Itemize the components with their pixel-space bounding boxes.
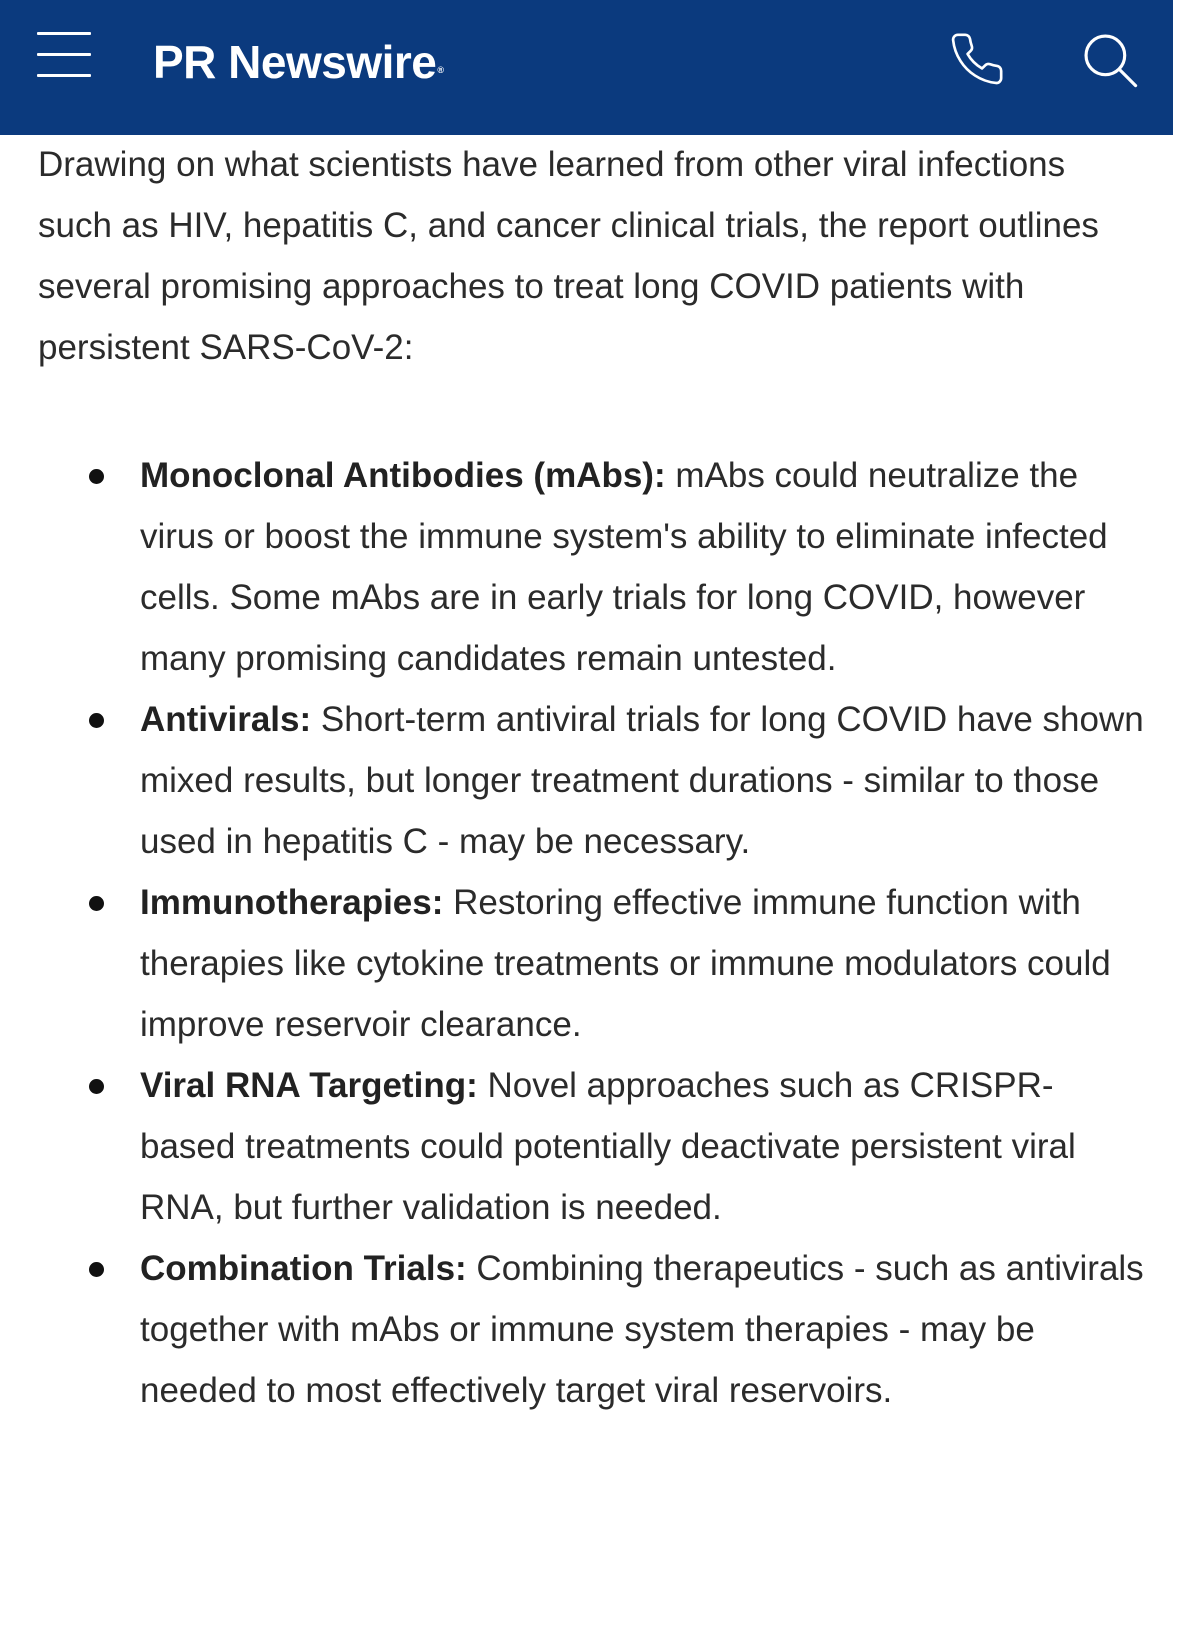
list-item-text: Restoring effective immune function with therapies like cytokine treatments or immune modulators could improve reservoir clearance. [140,883,1111,1044]
logo-text: PR Newswire [153,36,437,88]
bullet-icon [89,469,104,484]
list-item [38,689,1148,872]
list-item-term: Viral RNA Targeting: [140,1066,478,1105]
hamburger-menu-icon[interactable] [37,32,91,78]
list-item [38,872,1148,1055]
list-item-text: mAbs could neutralize the virus or boost the immune system's ability to eliminate infected cells. Some mAbs are in early trials for long COVID, however many promising candidates remain untested. [140,456,1108,678]
logo-registered-mark: ® [437,65,444,75]
bullet-icon [89,713,104,728]
list-item-text: Short-term antiviral trials for long COVID have shown mixed results, but longer treatment durations - similar to those used in hepatitis C - may be necessary. [140,700,1144,861]
list-item-term: Combination Trials: [140,1249,467,1288]
list-item [38,1055,1148,1238]
list-item-term: Monoclonal Antibodies (mAbs): [140,456,666,495]
treatment-approaches-list [38,445,1148,1421]
list-item-text: Novel approaches such as CRISPR-based treatments could potentially deactivate persistent viral RNA, but further validation is needed. [140,1066,1076,1227]
article-body [38,134,1148,1410]
bullet-icon [89,896,104,911]
pr-newswire-logo[interactable] [153,36,444,88]
bullet-icon [89,1079,104,1094]
intro-paragraph: Drawing on what scientists have learned from other viral infections such as HIV, hepatitis C, and cancer clinical trials, the report outlines several promising approaches to treat long COVID patients with persistent SARS-CoV-2: [38,145,1099,367]
list-item [38,445,1148,689]
list-item [38,1238,1148,1421]
bullet-icon [89,1262,104,1277]
top-nav-bar [0,0,1179,135]
search-icon[interactable] [1080,30,1138,88]
phone-icon[interactable] [948,30,1006,88]
list-item-text: Combining therapeutics - such as antivirals together with mAbs or immune system therapies - may be needed to most effectively target viral reservoirs. [140,1249,1144,1410]
list-item-term: Immunotherapies: [140,883,444,922]
list-item-term: Antivirals: [140,700,312,739]
